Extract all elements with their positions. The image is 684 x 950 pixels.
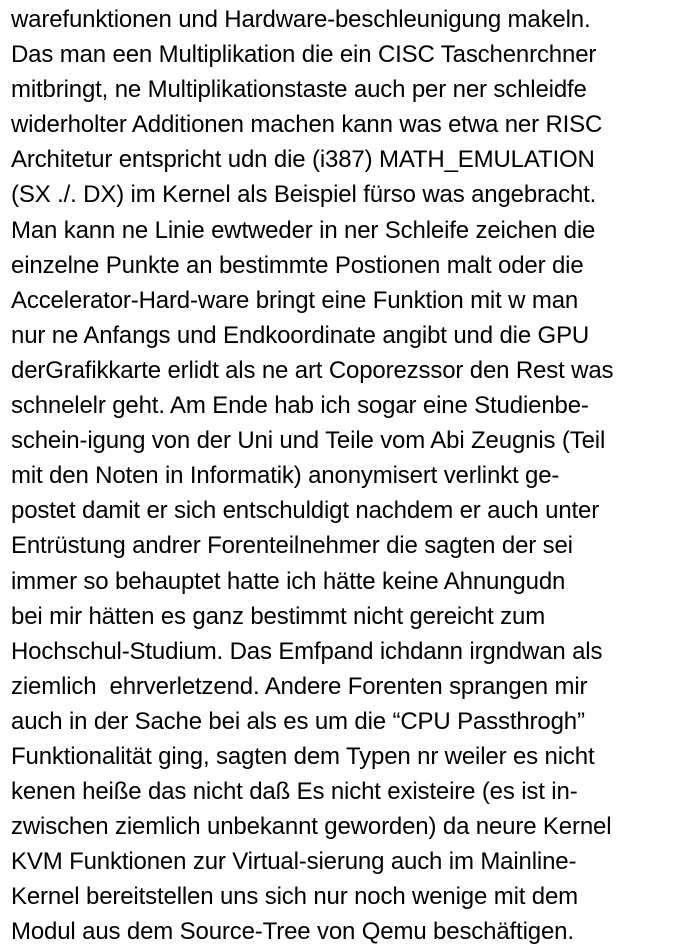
text-line: mitbringt, ne Multiplikationstaste auch per ner schleidfe (11, 76, 587, 104)
text-line: zwischen ziemlich unbekannt geworden) da neure Kernel (11, 813, 612, 841)
text-line: schnelelr geht. Am Ende hab ich sogar eine Studienbe- (11, 392, 589, 420)
text-line: KVM Funktionen zur Virtual-sierung auch im Mainline- (11, 848, 577, 876)
text-line: immer so behauptet hatte ich hätte keine Ahnungudn (11, 567, 566, 595)
text-line: Kernel bereitstellen uns sich nur noch wenige mit dem (11, 883, 579, 911)
text-line: nur ne Anfangs und Endkoordinate angibt und die GPU (11, 321, 590, 349)
document-body-text (11, 2, 681, 950)
text-line: einzelne Punkte an bestimmte Postionen malt oder die (11, 251, 584, 279)
text-line: Architetur entspricht udn die (i387) MATH_EMULATION (11, 146, 595, 174)
text-line: Accelerator-Hard-ware bringt eine Funktion mit w man (11, 286, 579, 314)
text-line: Das man een Multiplikation die ein CISC Taschenrchner (11, 41, 597, 69)
text-line: Funktionalität ging, sagten dem Typen nr weiler es nicht (11, 742, 595, 770)
text-line: auch in der Sache bei als es um die “CPU Passthrogh” (11, 707, 585, 735)
text-line: (SX ./. DX) im Kernel als Beispiel fürso was angebracht. (11, 181, 597, 209)
text-line: widerholter Additionen machen kann was etwa ner RISC (11, 111, 603, 139)
text-line: bei mir hätten es ganz bestimmt nicht gereicht zum (11, 602, 546, 630)
text-line: Man kann ne Linie ewtweder in ner Schleife zeichen die (11, 216, 596, 244)
text-line: warefunktionen und Hardware-beschleunigung makeln. (11, 6, 591, 33)
text-line: schein-igung von der Uni und Teile vom Abi Zeugnis (Teil (11, 427, 606, 455)
text-line: mit den Noten in Informatik) anonymisert verlinkt ge- (11, 462, 560, 490)
text-line: Hochschul-Studium. Das Emfpand ichdann irgndwan als (11, 637, 603, 665)
text-line: ziemlich ehrverletzend. Andere Forenten sprangen mir (11, 672, 588, 700)
text-line: postet damit er sich entschuldigt nachdem er auch unter (11, 497, 600, 525)
text-line: Modul aus dem Source-Tree von Qemu beschäftigen. (11, 918, 574, 946)
text-line: kenen heiße das nicht daß Es nicht existeire (es ist in- (11, 778, 578, 806)
text-line: derGrafikkarte erlidt als ne art Coporezssor den Rest was (11, 356, 614, 384)
text-line: Entrüstung andrer Forenteilnehmer die sagten der sei (11, 532, 573, 560)
